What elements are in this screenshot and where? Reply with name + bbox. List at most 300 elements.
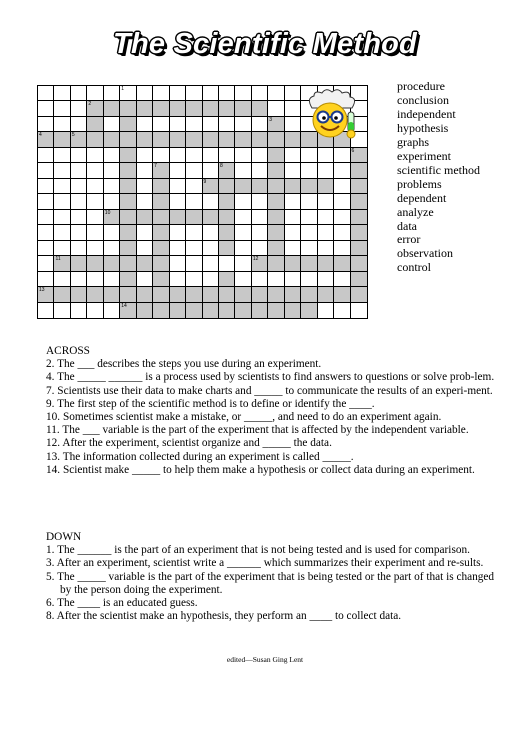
- grid-cell[interactable]: [301, 287, 317, 302]
- page-title: The Scientific Method: [113, 28, 417, 60]
- word-bank-item: graphs: [397, 134, 429, 149]
- grid-cell[interactable]: [252, 210, 268, 225]
- grid-cell[interactable]: [153, 117, 169, 132]
- grid-cell[interactable]: [153, 179, 169, 194]
- grid-cell[interactable]: [318, 241, 334, 256]
- grid-cell[interactable]: [71, 148, 87, 163]
- grid-cell[interactable]: [318, 163, 334, 178]
- across-clue: 13. The information collected during an experiment is called _____.: [46, 450, 354, 463]
- grid-cell[interactable]: [153, 148, 169, 163]
- grid-cell[interactable]: [235, 179, 251, 194]
- grid-cell[interactable]: [203, 194, 219, 209]
- grid-cell[interactable]: [87, 256, 103, 271]
- clue-number: 11: [55, 256, 61, 263]
- grid-cell[interactable]: [38, 241, 54, 256]
- grid-cell[interactable]: [38, 179, 54, 194]
- down-clue: 6. The ____ is an educated guess.: [46, 597, 198, 610]
- grid-cell[interactable]: [54, 210, 70, 225]
- grid-cell[interactable]: [104, 287, 120, 302]
- grid-cell[interactable]: [104, 101, 120, 116]
- grid-cell[interactable]: [120, 117, 136, 132]
- grid-cell[interactable]: [334, 210, 350, 225]
- grid-cell[interactable]: [203, 179, 219, 194]
- grid-cell[interactable]: [334, 303, 350, 318]
- grid-cell[interactable]: [170, 101, 186, 116]
- grid-cell[interactable]: [54, 179, 70, 194]
- grid-cell[interactable]: [153, 272, 169, 287]
- grid-cell[interactable]: [104, 272, 120, 287]
- across-clue: 12. After the experiment, scientist organize and _____ the data.: [46, 437, 332, 450]
- grid-cell[interactable]: [318, 225, 334, 240]
- grid-cell[interactable]: [235, 194, 251, 209]
- grid-cell[interactable]: [87, 241, 103, 256]
- grid-cell[interactable]: [219, 101, 235, 116]
- grid-cell[interactable]: [268, 163, 284, 178]
- grid-cell[interactable]: [268, 210, 284, 225]
- grid-cell[interactable]: [252, 225, 268, 240]
- grid-cell[interactable]: [153, 132, 169, 147]
- grid-cell[interactable]: [38, 210, 54, 225]
- grid-cell[interactable]: [186, 225, 202, 240]
- grid-cell[interactable]: [153, 303, 169, 318]
- grid-cell[interactable]: [71, 241, 87, 256]
- grid-cell[interactable]: [38, 163, 54, 178]
- grid-cell[interactable]: [71, 303, 87, 318]
- grid-cell[interactable]: [301, 241, 317, 256]
- grid-cell[interactable]: [54, 101, 70, 116]
- grid-cell[interactable]: [285, 163, 301, 178]
- grid-cell[interactable]: [170, 241, 186, 256]
- grid-cell[interactable]: [38, 272, 54, 287]
- grid-cell[interactable]: [137, 241, 153, 256]
- grid-cell[interactable]: [120, 163, 136, 178]
- grid-cell[interactable]: [334, 194, 350, 209]
- grid-cell[interactable]: [301, 194, 317, 209]
- grid-cell[interactable]: [153, 194, 169, 209]
- grid-cell[interactable]: [285, 225, 301, 240]
- grid-cell[interactable]: [87, 132, 103, 147]
- grid-cell[interactable]: [71, 163, 87, 178]
- grid-cell[interactable]: [87, 101, 103, 116]
- grid-cell[interactable]: [268, 194, 284, 209]
- grid-cell[interactable]: [170, 194, 186, 209]
- grid-cell[interactable]: [285, 148, 301, 163]
- grid-cell[interactable]: [285, 179, 301, 194]
- grid-cell[interactable]: [120, 179, 136, 194]
- grid-cell[interactable]: [54, 117, 70, 132]
- grid-cell[interactable]: [235, 148, 251, 163]
- grid-cell[interactable]: [87, 163, 103, 178]
- grid-cell[interactable]: [120, 210, 136, 225]
- grid-cell[interactable]: [252, 272, 268, 287]
- grid-cell[interactable]: [120, 225, 136, 240]
- grid-cell[interactable]: [71, 225, 87, 240]
- grid-cell[interactable]: [137, 163, 153, 178]
- grid-cell[interactable]: [203, 225, 219, 240]
- grid-cell[interactable]: [87, 210, 103, 225]
- grid-cell[interactable]: [268, 101, 284, 116]
- grid-cell[interactable]: [203, 241, 219, 256]
- grid-cell[interactable]: [252, 179, 268, 194]
- grid-cell[interactable]: [104, 194, 120, 209]
- grid-cell[interactable]: [153, 86, 169, 101]
- grid-cell[interactable]: [71, 194, 87, 209]
- grid-cell[interactable]: [38, 303, 54, 318]
- grid-cell[interactable]: [252, 303, 268, 318]
- grid-cell[interactable]: [219, 179, 235, 194]
- grid-cell[interactable]: [54, 225, 70, 240]
- grid-cell[interactable]: [54, 148, 70, 163]
- grid-cell[interactable]: [186, 210, 202, 225]
- grid-cell[interactable]: [104, 210, 120, 225]
- grid-cell[interactable]: [170, 148, 186, 163]
- grid-cell[interactable]: [285, 86, 301, 101]
- grid-cell[interactable]: [120, 194, 136, 209]
- grid-cell[interactable]: [104, 241, 120, 256]
- grid-cell[interactable]: [186, 256, 202, 271]
- grid-cell[interactable]: [170, 210, 186, 225]
- grid-cell[interactable]: [252, 256, 268, 271]
- grid-cell[interactable]: [71, 86, 87, 101]
- grid-cell[interactable]: [219, 86, 235, 101]
- clue-number: 13: [39, 287, 45, 294]
- grid-cell[interactable]: [186, 272, 202, 287]
- grid-cell[interactable]: [219, 210, 235, 225]
- grid-cell[interactable]: [203, 303, 219, 318]
- grid-cell[interactable]: [351, 272, 367, 287]
- down-clue: 3. After an experiment, scientist write a ______ which summarizes their experiment and re-sults.: [46, 557, 484, 570]
- grid-cell[interactable]: [301, 179, 317, 194]
- grid-cell[interactable]: [54, 86, 70, 101]
- grid-cell[interactable]: [71, 287, 87, 302]
- grid-cell[interactable]: [137, 303, 153, 318]
- grid-cell[interactable]: [219, 287, 235, 302]
- grid-cell[interactable]: [71, 272, 87, 287]
- clue-number: 9: [203, 178, 207, 185]
- grid-cell[interactable]: [71, 132, 87, 147]
- grid-cell[interactable]: [219, 256, 235, 271]
- grid-cell[interactable]: [219, 272, 235, 287]
- grid-cell[interactable]: [87, 117, 103, 132]
- grid-cell[interactable]: [219, 194, 235, 209]
- grid-cell[interactable]: [104, 303, 120, 318]
- grid-cell[interactable]: [186, 132, 202, 147]
- grid-cell[interactable]: [120, 241, 136, 256]
- grid-cell[interactable]: [203, 163, 219, 178]
- grid-cell[interactable]: [38, 132, 54, 147]
- grid-cell[interactable]: [203, 210, 219, 225]
- grid-cell[interactable]: [38, 101, 54, 116]
- grid-cell[interactable]: [87, 194, 103, 209]
- grid-cell[interactable]: [252, 132, 268, 147]
- grid-cell[interactable]: [87, 179, 103, 194]
- grid-cell[interactable]: [186, 287, 202, 302]
- grid-cell[interactable]: [137, 179, 153, 194]
- grid-cell[interactable]: [351, 303, 367, 318]
- grid-cell[interactable]: [219, 163, 235, 178]
- grid-cell[interactable]: [87, 272, 103, 287]
- grid-cell[interactable]: [153, 287, 169, 302]
- grid-cell[interactable]: [170, 287, 186, 302]
- grid-cell[interactable]: [334, 241, 350, 256]
- grid-cell[interactable]: [54, 194, 70, 209]
- grid-cell[interactable]: [235, 86, 251, 101]
- grid-cell[interactable]: [170, 86, 186, 101]
- grid-cell[interactable]: [334, 163, 350, 178]
- grid-cell[interactable]: [170, 117, 186, 132]
- grid-cell[interactable]: [104, 179, 120, 194]
- grid-cell[interactable]: [235, 117, 251, 132]
- grid-cell[interactable]: [235, 163, 251, 178]
- grid-cell[interactable]: [54, 132, 70, 147]
- grid-cell[interactable]: [38, 117, 54, 132]
- grid-cell[interactable]: [153, 210, 169, 225]
- grid-cell[interactable]: [153, 256, 169, 271]
- grid-cell[interactable]: [170, 132, 186, 147]
- grid-cell[interactable]: [268, 287, 284, 302]
- grid-cell[interactable]: [351, 287, 367, 302]
- grid-cell[interactable]: [170, 256, 186, 271]
- grid-cell[interactable]: [351, 210, 367, 225]
- grid-cell[interactable]: [87, 303, 103, 318]
- grid-cell[interactable]: [54, 256, 70, 271]
- grid-cell[interactable]: [268, 241, 284, 256]
- across-clue: 11. The ___ variable is the part of the experiment that is affected by the independent variable.: [46, 424, 469, 437]
- grid-cell[interactable]: [104, 163, 120, 178]
- grid-cell[interactable]: [219, 132, 235, 147]
- credit-line: edited—Susan Ging Lent: [226, 655, 304, 664]
- grid-cell[interactable]: [71, 210, 87, 225]
- grid-cell[interactable]: [186, 303, 202, 318]
- grid-cell[interactable]: [137, 86, 153, 101]
- grid-cell[interactable]: [301, 256, 317, 271]
- grid-cell[interactable]: [285, 194, 301, 209]
- grid-cell[interactable]: [38, 86, 54, 101]
- grid-cell[interactable]: [203, 86, 219, 101]
- grid-cell[interactable]: [120, 148, 136, 163]
- down-clues: [46, 531, 496, 623]
- grid-cell[interactable]: [203, 117, 219, 132]
- grid-cell[interactable]: [285, 132, 301, 147]
- grid-cell[interactable]: [120, 132, 136, 147]
- grid-cell[interactable]: [153, 241, 169, 256]
- grid-cell[interactable]: [38, 287, 54, 302]
- grid-cell[interactable]: [252, 148, 268, 163]
- grid-cell[interactable]: [137, 101, 153, 116]
- grid-cell[interactable]: [104, 148, 120, 163]
- grid-cell[interactable]: [137, 117, 153, 132]
- grid-cell[interactable]: [71, 179, 87, 194]
- grid-cell[interactable]: [170, 163, 186, 178]
- grid-cell[interactable]: [71, 256, 87, 271]
- grid-cell[interactable]: [120, 101, 136, 116]
- grid-cell[interactable]: [268, 303, 284, 318]
- grid-cell[interactable]: [301, 272, 317, 287]
- grid-cell[interactable]: [38, 225, 54, 240]
- across-clue: 2. The ___ describes the steps you use during an experiment.: [46, 358, 322, 371]
- grid-cell[interactable]: [268, 117, 284, 132]
- word-bank-item: scientific method: [397, 162, 480, 177]
- grid-cell[interactable]: [203, 272, 219, 287]
- grid-cell[interactable]: [318, 303, 334, 318]
- grid-cell[interactable]: [87, 148, 103, 163]
- grid-cell[interactable]: [252, 287, 268, 302]
- grid-cell[interactable]: [203, 148, 219, 163]
- grid-cell[interactable]: [285, 210, 301, 225]
- grid-cell[interactable]: [203, 256, 219, 271]
- grid-cell[interactable]: [351, 241, 367, 256]
- grid-cell[interactable]: [186, 241, 202, 256]
- grid-cell[interactable]: [301, 225, 317, 240]
- grid-cell[interactable]: [235, 287, 251, 302]
- grid-cell[interactable]: [104, 132, 120, 147]
- grid-cell[interactable]: [351, 194, 367, 209]
- grid-cell[interactable]: [137, 225, 153, 240]
- grid-cell[interactable]: [137, 132, 153, 147]
- grid-cell[interactable]: [235, 132, 251, 147]
- grid-cell[interactable]: [318, 287, 334, 302]
- grid-cell[interactable]: [219, 241, 235, 256]
- grid-cell[interactable]: [186, 148, 202, 163]
- grid-cell[interactable]: [252, 117, 268, 132]
- grid-cell[interactable]: [38, 256, 54, 271]
- grid-cell[interactable]: [219, 303, 235, 318]
- grid-cell[interactable]: [318, 194, 334, 209]
- grid-cell[interactable]: [137, 210, 153, 225]
- grid-cell[interactable]: [137, 194, 153, 209]
- grid-cell[interactable]: [137, 256, 153, 271]
- grid-cell[interactable]: [170, 179, 186, 194]
- grid-cell[interactable]: [301, 163, 317, 178]
- grid-cell[interactable]: [235, 101, 251, 116]
- grid-cell[interactable]: [318, 179, 334, 194]
- grid-cell[interactable]: [334, 179, 350, 194]
- grid-cell[interactable]: [351, 225, 367, 240]
- grid-cell[interactable]: [38, 148, 54, 163]
- grid-cell[interactable]: [71, 117, 87, 132]
- grid-cell[interactable]: [203, 287, 219, 302]
- grid-cell[interactable]: [104, 225, 120, 240]
- grid-cell[interactable]: [219, 148, 235, 163]
- grid-cell[interactable]: [104, 117, 120, 132]
- grid-cell[interactable]: [120, 256, 136, 271]
- grid-cell[interactable]: [137, 287, 153, 302]
- grid-cell[interactable]: [219, 117, 235, 132]
- grid-cell[interactable]: [301, 210, 317, 225]
- grid-cell[interactable]: [252, 194, 268, 209]
- grid-cell[interactable]: [120, 272, 136, 287]
- grid-cell[interactable]: [170, 303, 186, 318]
- grid-cell[interactable]: [268, 256, 284, 271]
- grid-cell[interactable]: [235, 303, 251, 318]
- scientist-smiley-icon: [300, 88, 364, 152]
- grid-cell[interactable]: [235, 272, 251, 287]
- grid-cell[interactable]: [186, 86, 202, 101]
- grid-cell[interactable]: [285, 117, 301, 132]
- grid-cell[interactable]: [334, 272, 350, 287]
- grid-cell[interactable]: [203, 101, 219, 116]
- grid-cell[interactable]: [137, 148, 153, 163]
- grid-cell[interactable]: [301, 303, 317, 318]
- grid-cell[interactable]: [104, 86, 120, 101]
- grid-cell[interactable]: [318, 210, 334, 225]
- grid-cell[interactable]: [186, 179, 202, 194]
- grid-cell[interactable]: [334, 225, 350, 240]
- grid-cell[interactable]: [334, 287, 350, 302]
- grid-cell[interactable]: [170, 225, 186, 240]
- grid-cell[interactable]: [54, 287, 70, 302]
- grid-cell[interactable]: [186, 117, 202, 132]
- grid-cell[interactable]: [54, 163, 70, 178]
- grid-cell[interactable]: [120, 303, 136, 318]
- clue-number: 14: [121, 302, 127, 309]
- grid-cell[interactable]: [318, 272, 334, 287]
- grid-cell[interactable]: [186, 163, 202, 178]
- grid-cell[interactable]: [235, 256, 251, 271]
- grid-cell[interactable]: [87, 225, 103, 240]
- clue-number: 3: [269, 116, 273, 123]
- grid-cell[interactable]: [87, 287, 103, 302]
- grid-cell[interactable]: [203, 132, 219, 147]
- grid-cell[interactable]: [285, 241, 301, 256]
- grid-cell[interactable]: [235, 225, 251, 240]
- grid-cell[interactable]: [351, 163, 367, 178]
- grid-cell[interactable]: [252, 86, 268, 101]
- grid-cell[interactable]: [351, 179, 367, 194]
- grid-cell[interactable]: [285, 303, 301, 318]
- grid-cell[interactable]: [87, 86, 103, 101]
- grid-cell[interactable]: [137, 272, 153, 287]
- grid-cell[interactable]: [268, 179, 284, 194]
- grid-cell[interactable]: [54, 272, 70, 287]
- grid-cell[interactable]: [268, 86, 284, 101]
- grid-cell[interactable]: [120, 287, 136, 302]
- grid-cell[interactable]: [186, 101, 202, 116]
- grid-cell[interactable]: [285, 101, 301, 116]
- grid-cell[interactable]: [285, 287, 301, 302]
- grid-cell[interactable]: [219, 225, 235, 240]
- word-bank-item: observation: [397, 246, 453, 261]
- grid-cell[interactable]: [170, 272, 186, 287]
- grid-cell[interactable]: [54, 241, 70, 256]
- word-bank-item: conclusion: [397, 92, 449, 107]
- grid-cell[interactable]: [252, 241, 268, 256]
- grid-cell[interactable]: [153, 163, 169, 178]
- grid-cell[interactable]: [334, 256, 350, 271]
- grid-cell[interactable]: [104, 256, 120, 271]
- grid-cell[interactable]: [318, 256, 334, 271]
- grid-cell[interactable]: [268, 148, 284, 163]
- grid-cell[interactable]: [153, 101, 169, 116]
- grid-cell[interactable]: [252, 101, 268, 116]
- grid-cell[interactable]: [235, 241, 251, 256]
- grid-cell[interactable]: [120, 86, 136, 101]
- grid-cell[interactable]: [268, 225, 284, 240]
- grid-cell[interactable]: [268, 132, 284, 147]
- grid-cell[interactable]: [252, 163, 268, 178]
- grid-cell[interactable]: [71, 101, 87, 116]
- grid-cell[interactable]: [351, 256, 367, 271]
- grid-cell[interactable]: [186, 194, 202, 209]
- grid-cell[interactable]: [54, 303, 70, 318]
- grid-cell[interactable]: [38, 194, 54, 209]
- grid-cell[interactable]: [285, 272, 301, 287]
- grid-cell[interactable]: [268, 272, 284, 287]
- grid-cell[interactable]: [153, 225, 169, 240]
- grid-cell[interactable]: [235, 210, 251, 225]
- grid-cell[interactable]: [285, 256, 301, 271]
- word-bank-item: independent: [397, 106, 456, 121]
